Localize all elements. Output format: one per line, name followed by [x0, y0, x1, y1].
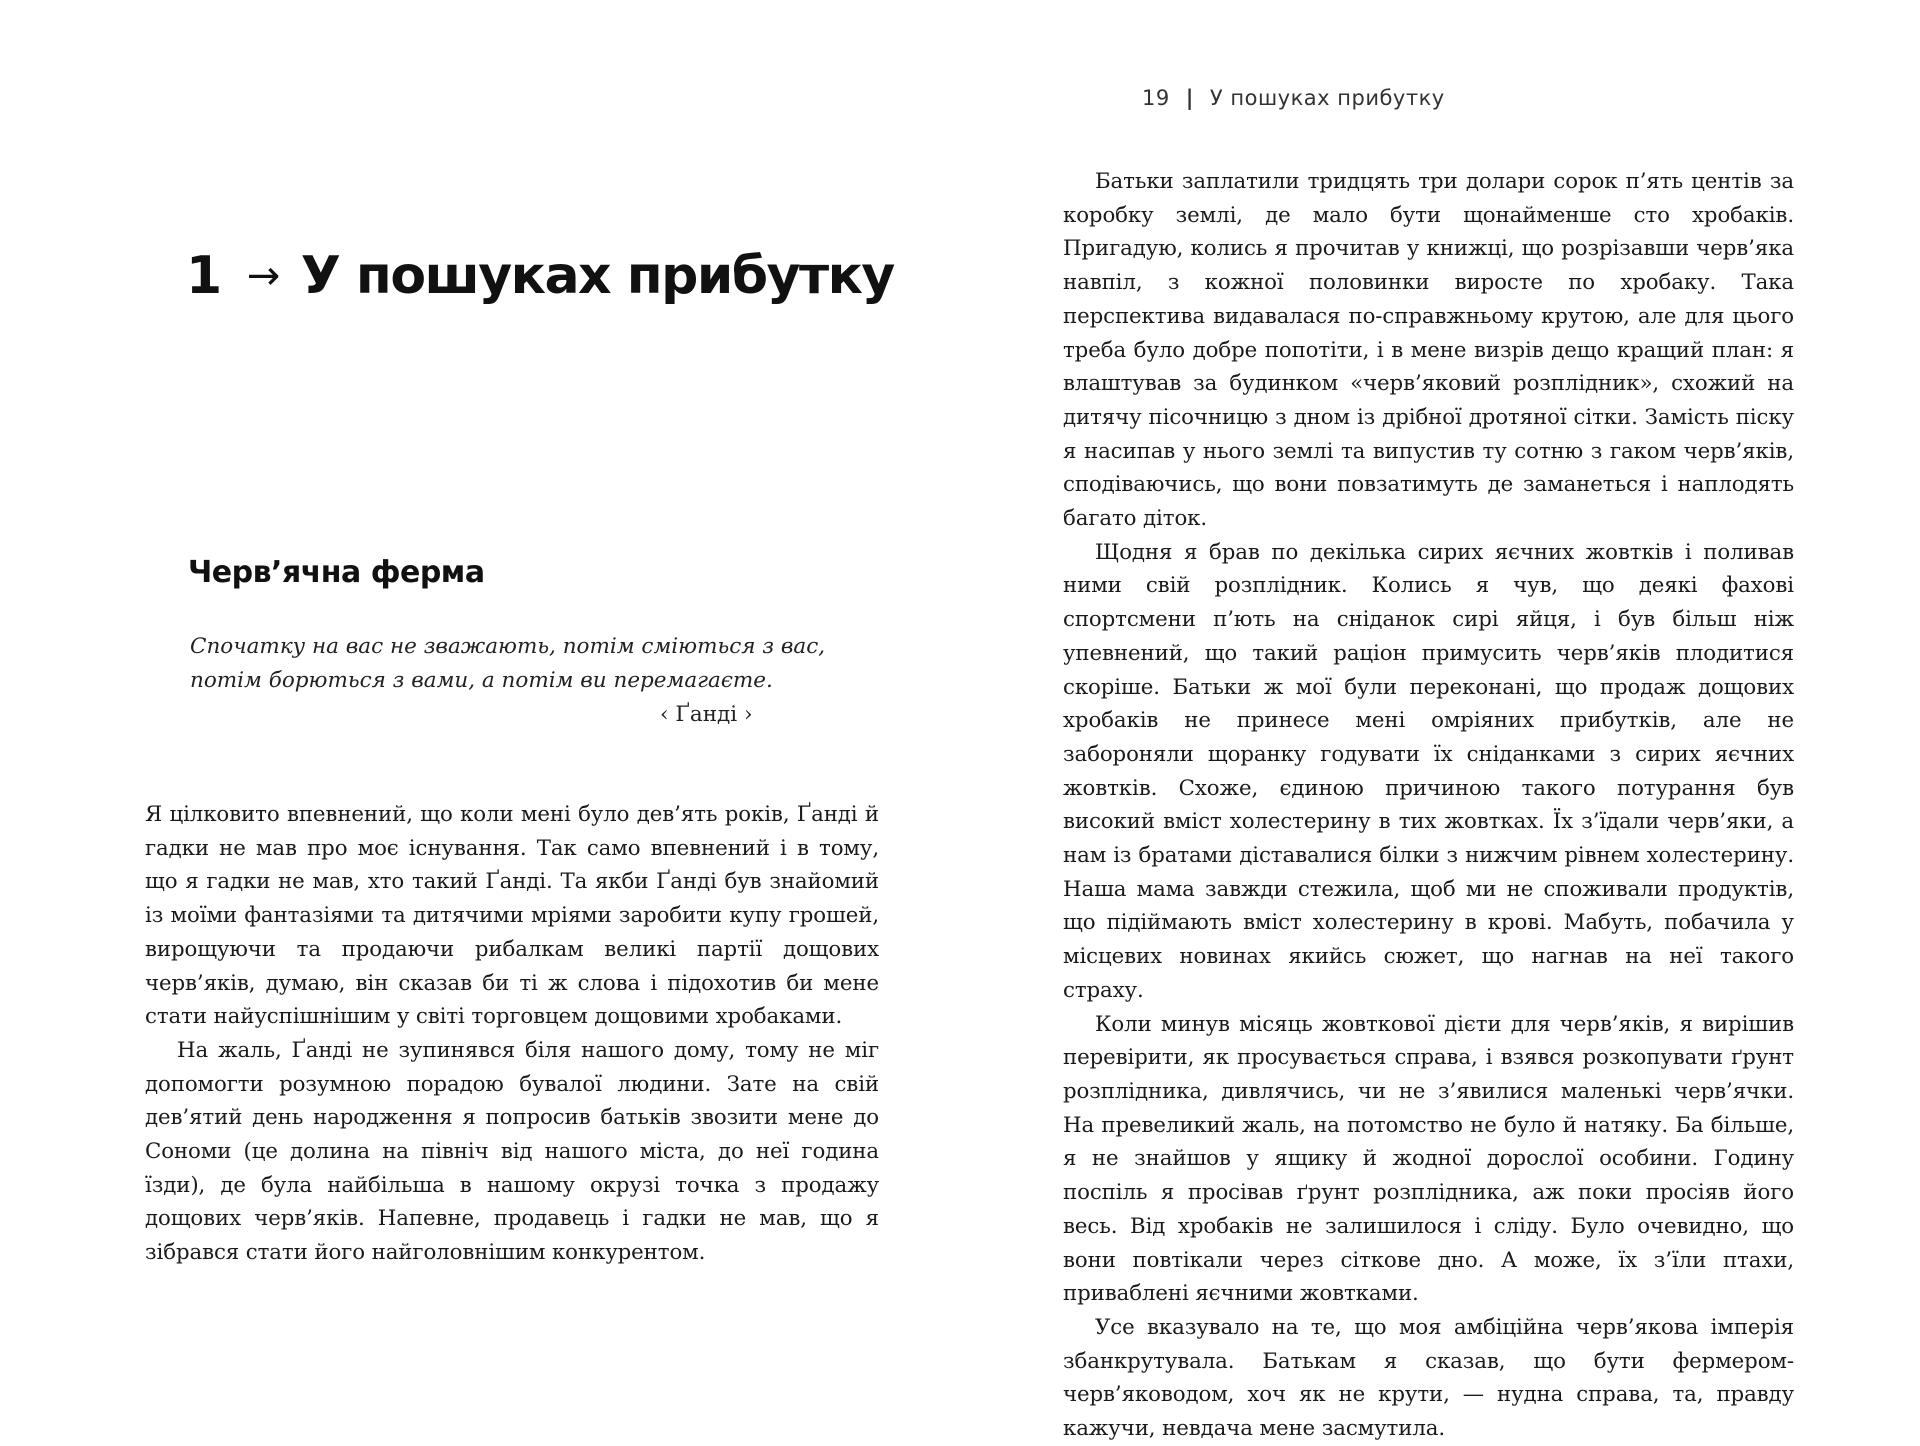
epigraph-author: ‹ Ґанді › — [660, 702, 753, 727]
left-page — [0, 0, 960, 1355]
running-head-title: У пошуках прибутку — [1209, 86, 1445, 110]
right-page — [960, 0, 1920, 1442]
chapter-title-text: У пошуках прибутку — [300, 246, 894, 306]
running-head-separator: | — [1185, 86, 1194, 110]
paragraph: Батьки заплатили тридцять три долари сорок п’ять центів за коробку землі, де мало бути щонайменше сто хробаків. Пригадую, колись я прочитав у книжці, що розрізавши черв’яка навпіл, з кожної половинки виросте по хробаку. Така перспектива видавалася по-справжньому крутою, але для цього треба було добре попотіти, і в мене визрів дещо кращий план: я влаштував за будинком «черв’яковий розплідник», схожий на дитячу пісочницю з дном із дрібної дротяної сітки. Замість піску я насипав у нього землі та випустив ту сотню з гаком черв’яків, сподіваючись, що вони повзатимуть де заманеться і наплодять багато діток. — [1063, 169, 1794, 532]
paragraph: Усе вказувало на те, що моя амбіційна черв’якова імперія збанкрутувала. Батькам я сказав, що бути фермером-черв’яководом, хоч як не крути, — нудна справа, та, правду кажучи, невдача мене засмутила. — [1063, 1314, 1794, 1442]
paragraph: Щодня я брав по декілька сирих яєчних жовтків і поливав ними свій розплідник. Колись я чув, що деякі фахові спортсмени п’ють на сніданок сирі яйця, і був більш ніж упевнений, що такий раціон примусить черв’яків плодитися скоріше. Батьки ж мої були переконані, що продаж дощових хробаків не принесе мені омріяних прибутків, але не забороняли щоранку годувати їх сніданками з сирих яєчних жовтків. Схоже, єдиною причиною такого потурання був високий вміст холестерину в тих жовтках. Їх з’їдали черв’яки, а нам із братами діставалися білки з нижчим рівнем холестерину. Наша мама завжди стежила, щоб ми не споживали продуктів, що підіймають вміст холестерину в крові. Мабуть, побачила у місцевих новинах якийсь сюжет, що нагнав на неї такого страху. — [1063, 539, 1794, 1003]
arrow-icon: → — [246, 253, 279, 299]
epigraph-line-1: Спочатку на вас не зважають, потім сміються з вас, — [190, 634, 826, 659]
right-body-text — [1063, 165, 1794, 1446]
running-head — [1142, 86, 1445, 110]
chapter-title — [186, 246, 894, 306]
section-title: Черв’ячна ферма — [188, 555, 485, 590]
epigraph-line-2: потім борються з вами, а потім ви перемагаєте. — [190, 668, 773, 693]
paragraph: Коли минув місяць жовткової дієти для черв’яків, я вирішив перевірити, як просувається справа, і взявся розкопувати ґрунт розплідника, дивлячись, чи не з’явилися маленькі черв’ячки. На превеликий жаль, на потомство не було й натяку. Ба більше, я не знайшов у ящику й жодної дорослої особини. Годину поспіль я просівав ґрунт розплідника, аж поки просіяв його весь. Від хробаків не залишилося і сліду. Було очевидно, що вони повтікали через сіткове дно. А може, їх з’їли птахи, приваблені яєчними жовтками. — [1063, 1011, 1794, 1307]
page-number: 19 — [1142, 86, 1170, 110]
paragraph: На жаль, Ґанді не зупинявся біля нашого дому, тому не міг допомогти розумною порадою бувалої людини. Зате на свій дев’ятий день народження я попросив батьків звозити мене до Сономи (це долина на північ від нашого міста, до неї година їзди), де була найбільша в нашому окрузі точка з продажу дощових черв’яків. Напевне, продавець і гадки не мав, що я зібрався стати його найголовнішим конкурентом. — [145, 1037, 879, 1266]
left-body-text — [145, 798, 879, 1270]
paragraph: Я цілковито впевнений, що коли мені було дев’ять років, Ґанді й гадки не мав про моє існування. Так само впевнений і в тому, що я гадки не мав, хто такий Ґанді. Та якби Ґанді був знайомий із моїми фантазіями та дитячими мріями заробити купу грошей, вирощуючи та продаючи рибалкам великі партії дощових черв’яків, думаю, він сказав би ті ж слова і підохотив би мене стати найуспішнішим у світі торговцем дощовими хробаками. — [145, 802, 879, 1030]
epigraph — [190, 630, 826, 727]
chapter-number: 1 — [186, 246, 221, 306]
